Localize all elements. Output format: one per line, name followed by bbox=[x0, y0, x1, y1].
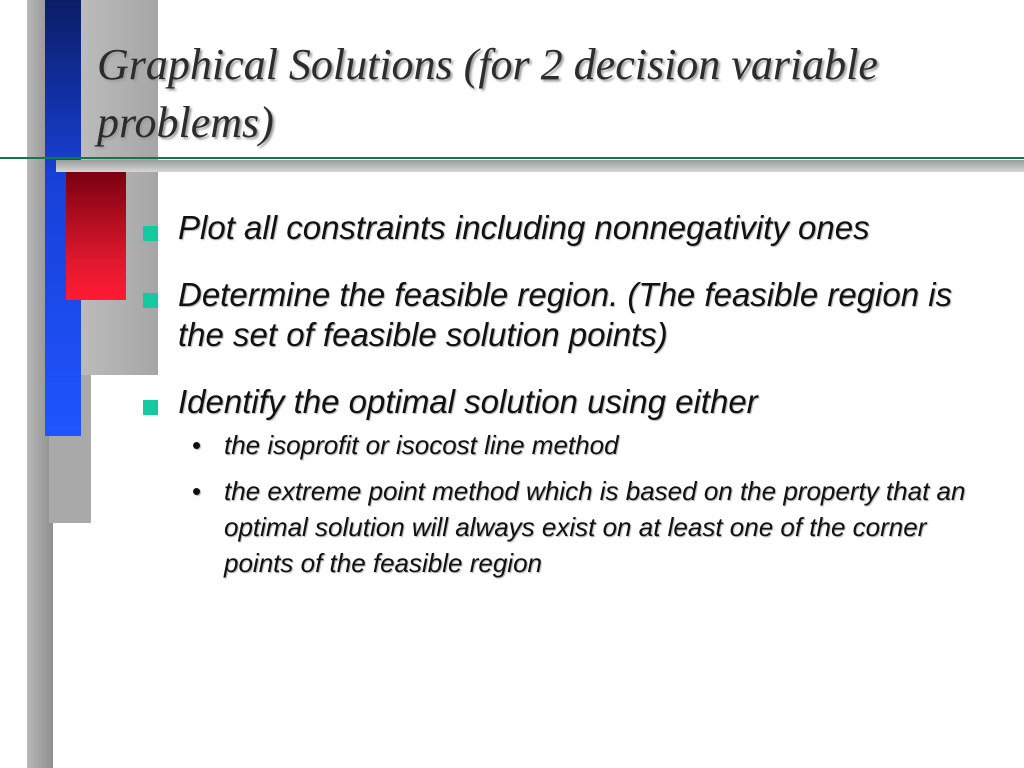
bullet-item bbox=[140, 208, 1000, 248]
sub-bullet-item bbox=[186, 427, 1000, 463]
bullet-item bbox=[140, 275, 1000, 355]
title-shadow-bar bbox=[56, 160, 1024, 172]
square-bullet-icon bbox=[143, 293, 158, 308]
bullet-text: Plot all constraints including nonnegativity ones bbox=[178, 209, 870, 246]
title-divider-line bbox=[0, 157, 1024, 159]
decorative-red-block bbox=[66, 172, 126, 300]
sub-bullet-text: the isoprofit or isocost line method bbox=[224, 430, 619, 460]
sub-bullet-list bbox=[140, 427, 1000, 581]
square-bullet-icon bbox=[143, 226, 158, 241]
bullet-item bbox=[140, 382, 1000, 422]
dot-bullet-icon: • bbox=[192, 430, 202, 460]
square-bullet-icon bbox=[143, 400, 158, 415]
slide-body bbox=[140, 208, 1000, 591]
bullet-text: Identify the optimal solution using either bbox=[178, 383, 758, 420]
slide-title: Graphical Solutions (for 2 decision variable problems) bbox=[97, 40, 878, 147]
dot-bullet-icon: • bbox=[192, 476, 202, 506]
bullet-text: Determine the feasible region. (The feasible region is the set of feasible solution points) bbox=[178, 276, 953, 353]
sub-bullet-item bbox=[186, 473, 1000, 581]
sub-bullet-text: the extreme point method which is based on the property that an optimal solution will always exist on at least one of the corner points of the feasible region bbox=[224, 476, 966, 578]
